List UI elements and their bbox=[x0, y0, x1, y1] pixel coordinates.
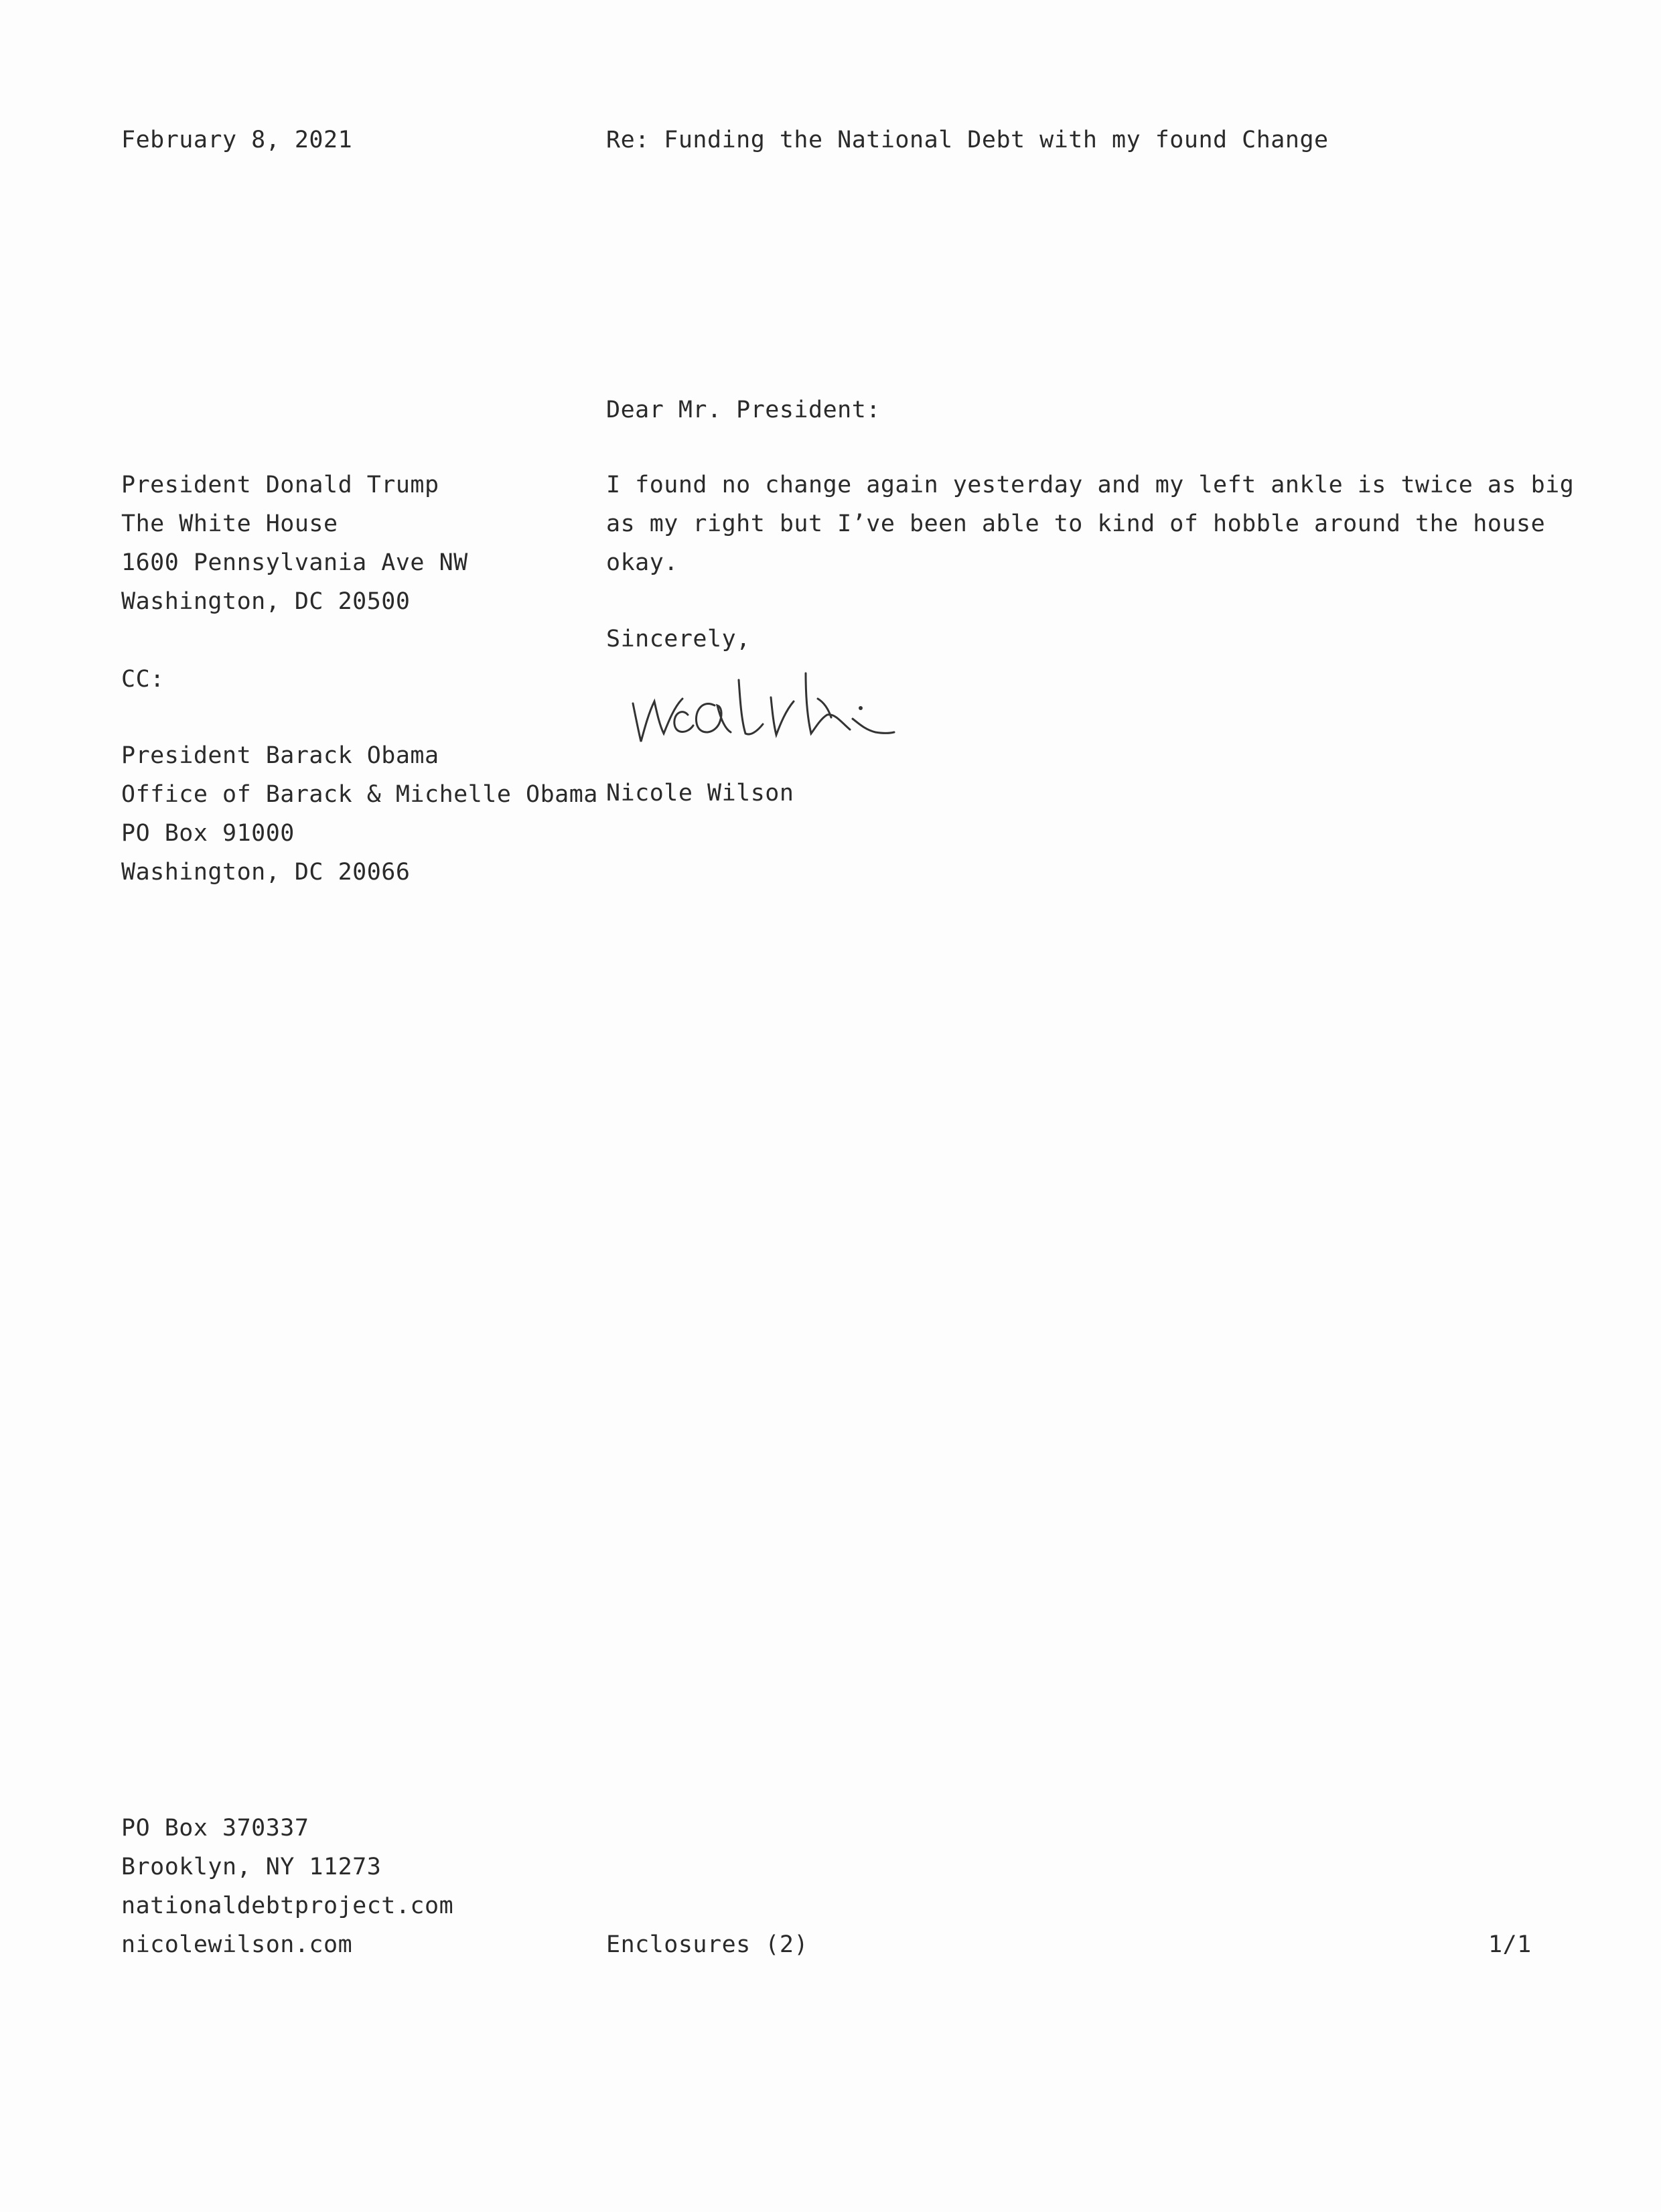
closing: Sincerely, bbox=[606, 626, 751, 652]
subject-line: Re: Funding the National Debt with my found Change bbox=[606, 127, 1329, 153]
cc-address bbox=[121, 736, 598, 892]
recipient-line: The White House bbox=[121, 510, 338, 537]
sender-po-box: PO Box 370337 bbox=[121, 1815, 309, 1842]
body-line: I found no change again yesterday and my left ankle is twice as big bbox=[606, 472, 1575, 498]
recipient-name: President Donald Trump bbox=[121, 472, 439, 498]
sender-contact bbox=[121, 1809, 453, 1964]
cc-line: Washington, DC 20066 bbox=[121, 859, 411, 886]
sender-website: nationaldebtproject.com bbox=[121, 1892, 454, 1919]
handwritten-signature bbox=[626, 667, 954, 760]
recipient-line: Washington, DC 20500 bbox=[121, 588, 411, 615]
page-number: 1/1 bbox=[1488, 1931, 1532, 1958]
body-paragraph bbox=[606, 466, 1574, 582]
cc-name: President Barack Obama bbox=[121, 742, 439, 769]
cc-label: CC: bbox=[121, 666, 165, 693]
cc-line: Office of Barack & Michelle Obama bbox=[121, 781, 598, 808]
body-line: okay. bbox=[606, 549, 678, 576]
enclosures-note: Enclosures (2) bbox=[606, 1931, 809, 1958]
sender-website: nicolewilson.com bbox=[121, 1931, 353, 1958]
recipient-line: 1600 Pennsylvania Ave NW bbox=[121, 549, 468, 576]
salutation: Dear Mr. President: bbox=[606, 397, 881, 423]
signer-name: Nicole Wilson bbox=[606, 780, 794, 807]
letter-date: February 8, 2021 bbox=[121, 127, 353, 153]
sender-city: Brooklyn, NY 11273 bbox=[121, 1854, 382, 1880]
recipient-address bbox=[121, 466, 468, 621]
body-line: as my right but I’ve been able to kind of hobble around the house bbox=[606, 510, 1546, 537]
cc-line: PO Box 91000 bbox=[121, 820, 295, 847]
